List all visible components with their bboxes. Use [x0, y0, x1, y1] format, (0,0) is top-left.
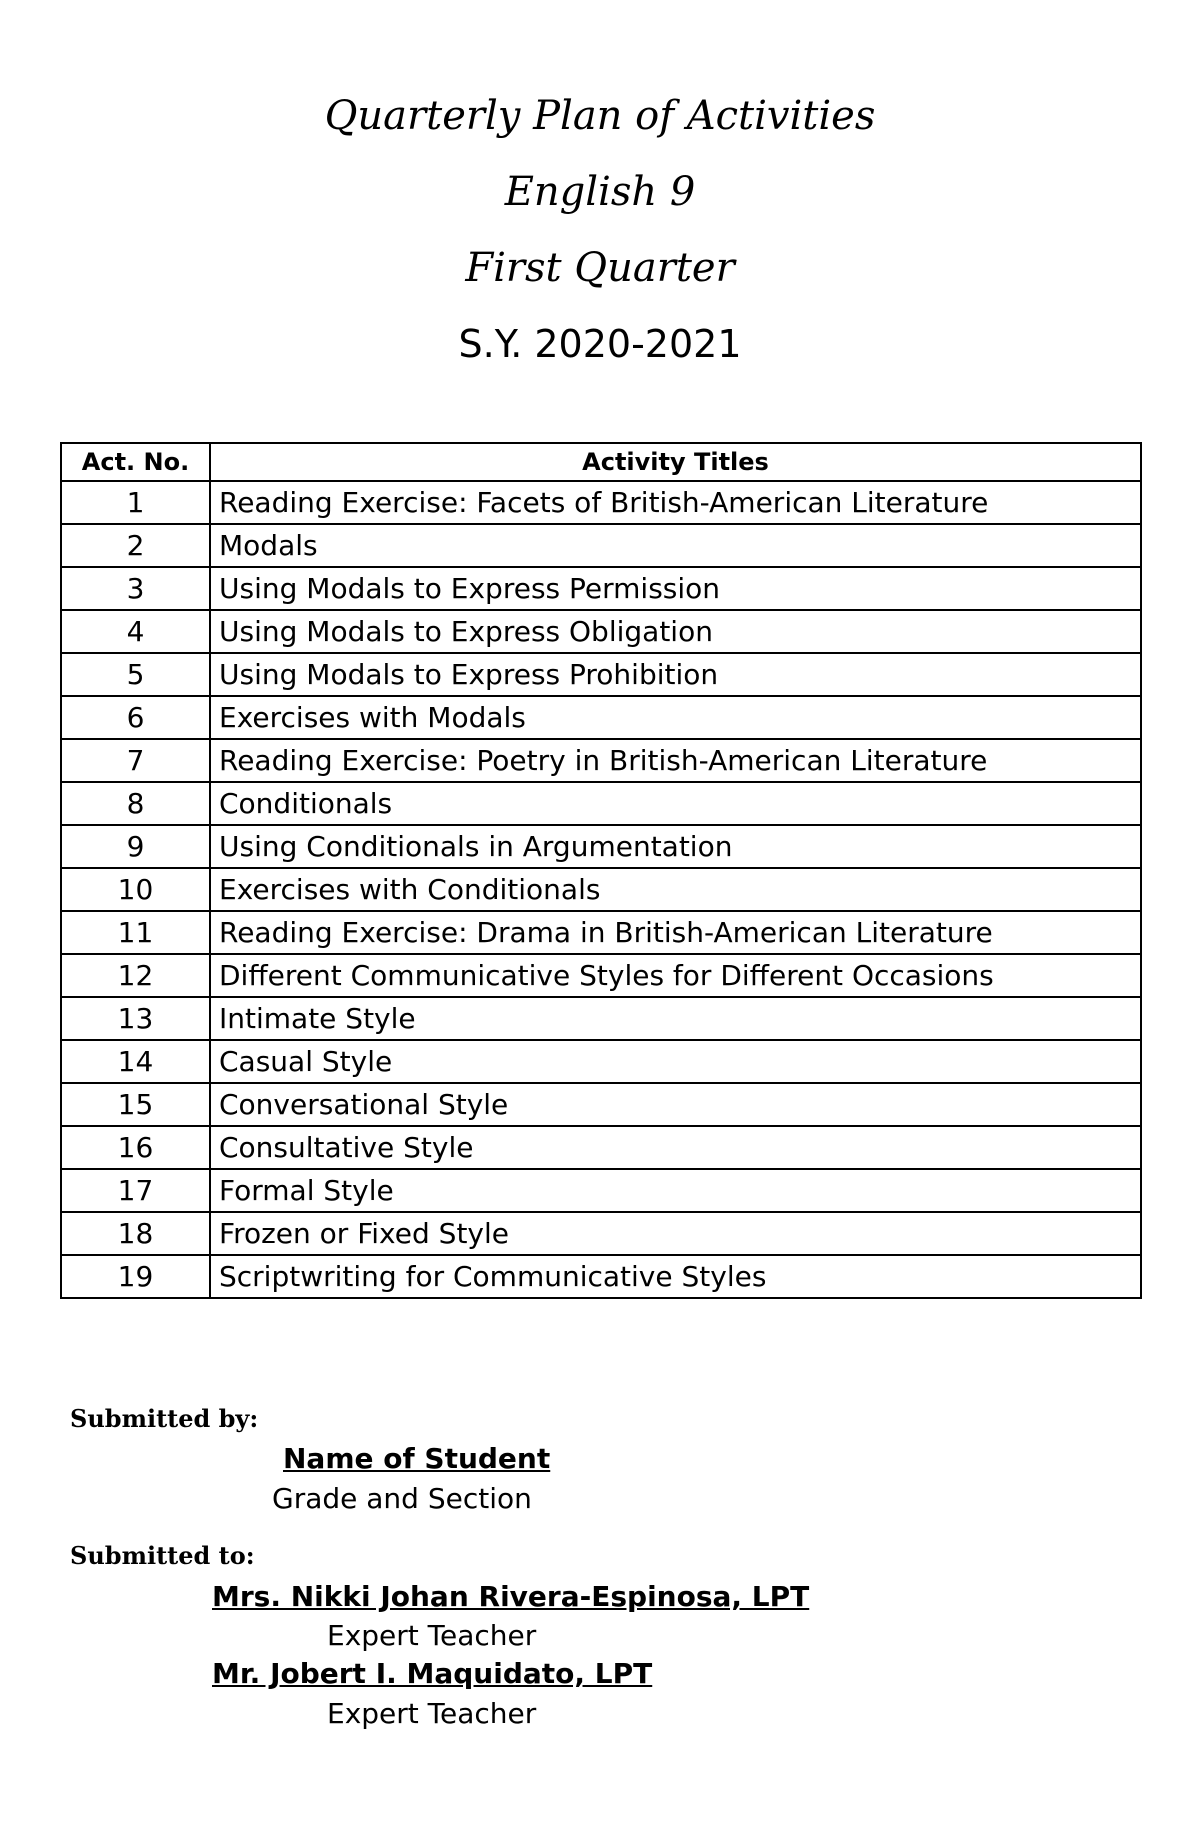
table-row [61, 868, 1141, 911]
act-no-cell: 13 [61, 997, 210, 1040]
activity-title-cell: Scriptwriting for Communicative Styles [210, 1255, 1141, 1298]
act-no-cell: 5 [61, 653, 210, 696]
act-no-cell: 12 [61, 954, 210, 997]
act-no-cell: 8 [61, 782, 210, 825]
subject-title: English 9 [504, 169, 696, 215]
table-row [61, 825, 1141, 868]
activity-title-cell: Using Modals to Express Obligation [210, 610, 1141, 653]
act-no-cell: 15 [61, 1083, 210, 1126]
grade-and-section: Grade and Section [272, 1482, 532, 1515]
activity-title-cell: Formal Style [210, 1169, 1141, 1212]
activity-title-cell: Exercises with Conditionals [210, 868, 1141, 911]
act-no-cell: 16 [61, 1126, 210, 1169]
table-row [61, 481, 1141, 524]
table-row [61, 1169, 1141, 1212]
table-row [61, 997, 1141, 1040]
activity-title-cell: Reading Exercise: Drama in British-American Literature [210, 911, 1141, 954]
act-no-cell: 18 [61, 1212, 210, 1255]
activity-title-cell: Using Modals to Express Permission [210, 567, 1141, 610]
activity-title-cell: Reading Exercise: Poetry in British-American Literature [210, 739, 1141, 782]
activity-title-cell: Frozen or Fixed Style [210, 1212, 1141, 1255]
act-no-cell: 10 [61, 868, 210, 911]
table-row [61, 782, 1141, 825]
submitted-by-label: Submitted by: [70, 1404, 259, 1433]
table-row [61, 1212, 1141, 1255]
table-row [61, 696, 1141, 739]
table-row [61, 911, 1141, 954]
table-header-row [61, 443, 1141, 481]
table-row [61, 739, 1141, 782]
table-row [61, 1255, 1141, 1298]
act-no-cell: 7 [61, 739, 210, 782]
teacher-role-2: Expert Teacher [327, 1697, 537, 1730]
act-no-cell: 17 [61, 1169, 210, 1212]
column-header-activity-titles: Activity Titles [210, 443, 1141, 481]
act-no-cell: 9 [61, 825, 210, 868]
activity-title-cell: Reading Exercise: Facets of British-American Literature [210, 481, 1141, 524]
table-row [61, 610, 1141, 653]
submitted-to-label: Submitted to: [70, 1541, 255, 1570]
table-row [61, 1040, 1141, 1083]
activity-title-cell: Exercises with Modals [210, 696, 1141, 739]
activity-title-cell: Using Conditionals in Argumentation [210, 825, 1141, 868]
teacher-name-1: Mrs. Nikki Johan Rivera-Espinosa, LPT [212, 1580, 810, 1613]
document-header [0, 78, 1200, 382]
table-row [61, 954, 1141, 997]
act-no-cell: 2 [61, 524, 210, 567]
activity-title-cell: Different Communicative Styles for Different Occasions [210, 954, 1141, 997]
activity-title-cell: Modals [210, 524, 1141, 567]
act-no-cell: 6 [61, 696, 210, 739]
activity-title-cell: Intimate Style [210, 997, 1141, 1040]
table-row [61, 567, 1141, 610]
act-no-cell: 14 [61, 1040, 210, 1083]
act-no-cell: 1 [61, 481, 210, 524]
act-no-cell: 11 [61, 911, 210, 954]
teacher-name-2: Mr. Jobert I. Maquidato, LPT [212, 1657, 653, 1690]
act-no-cell: 3 [61, 567, 210, 610]
teacher-role-1: Expert Teacher [327, 1619, 537, 1652]
table-row [61, 1083, 1141, 1126]
table-row [61, 524, 1141, 567]
student-name: Name of Student [283, 1442, 551, 1475]
activity-title-cell: Using Modals to Express Prohibition [210, 653, 1141, 696]
act-no-cell: 4 [61, 610, 210, 653]
document-title: Quarterly Plan of Activities [324, 93, 876, 139]
activity-title-cell: Conversational Style [210, 1083, 1141, 1126]
school-year-title: S.Y. 2020-2021 [458, 322, 742, 366]
activity-title-cell: Conditionals [210, 782, 1141, 825]
table-row [61, 653, 1141, 696]
act-no-cell: 19 [61, 1255, 210, 1298]
activities-table [60, 442, 1142, 1299]
column-header-act-no: Act. No. [61, 443, 210, 481]
table-row [61, 1126, 1141, 1169]
activity-title-cell: Casual Style [210, 1040, 1141, 1083]
quarter-title: First Quarter [465, 245, 735, 291]
activity-title-cell: Consultative Style [210, 1126, 1141, 1169]
